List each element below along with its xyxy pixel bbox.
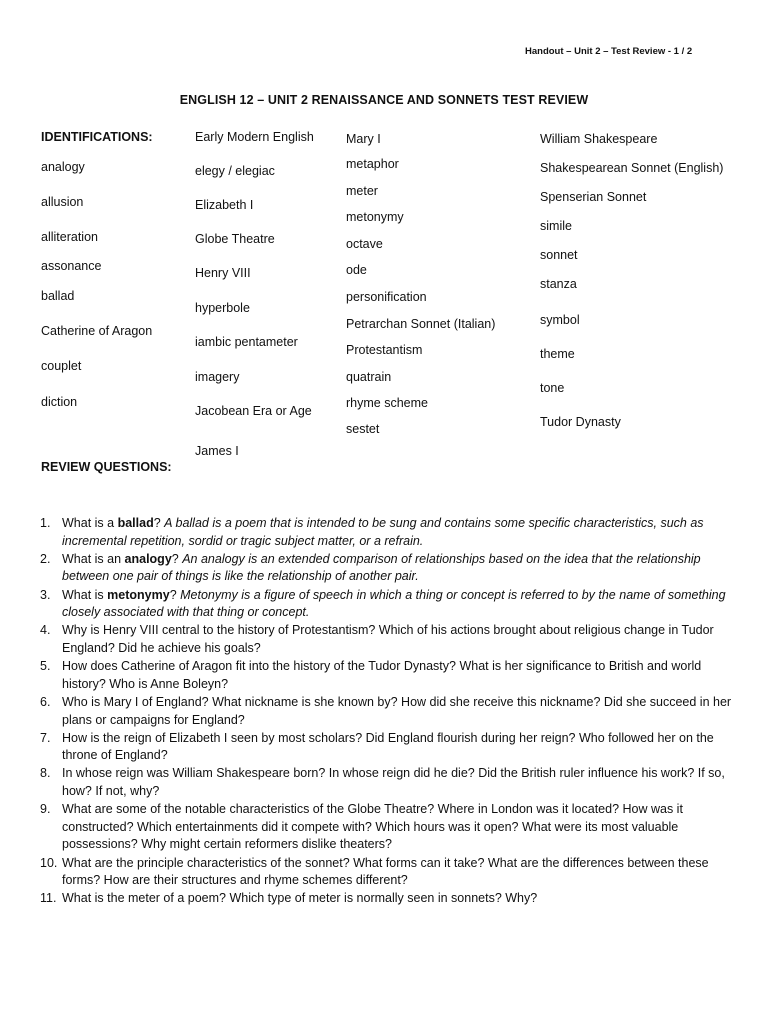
term: Jacobean Era or Age [195,404,312,418]
question-number: 3. [40,587,51,602]
question-answer: An analogy is an extended comparison of relationships based on the idea that the relationship between one pair of things is like the relationship of another pair. [62,551,701,584]
term: William Shakespeare [540,132,658,146]
question-text: In whose reign was William Shakespeare born? In whose reign did he die? Did the British ruler influence his work? If so, how? If not, why? [62,766,725,799]
term: quatrain [346,370,392,384]
question-text: How does Catherine of Aragon fit into the history of the Tudor Dynasty? What is her significance to British and world history? Who is Anne Boleyn? [62,659,702,691]
question-text: What is a [62,516,118,530]
term: rhyme scheme [346,396,428,410]
term: Catherine of Aragon [41,324,153,338]
question-term: analogy [124,551,172,566]
term: ode [346,263,367,277]
review-question [40,730,740,765]
question-answer: Metonymy is a figure of speech in which a thing or concept is referred to by the name of something closely associated with that thing or concept. [62,587,726,620]
question-number: 8. [40,766,51,781]
question-text: ? [153,516,165,530]
review-question [40,658,740,693]
term: symbol [540,313,580,327]
term: stanza [540,277,577,291]
term: Shakespearean Sonnet (English) [540,161,724,175]
review-question [40,765,740,800]
question-number: 2. [40,551,51,566]
question-text: Why is Henry VIII central to the history of Protestantism? Which of his actions brought about religious change in Tudor England? Did he achieve his goals? [62,623,714,655]
term: Globe Theatre [195,232,275,246]
term: tone [540,381,565,395]
page-header: Handout – Unit 2 – Test Review - 1 / 2 [525,46,693,57]
review-question [40,622,740,657]
term: sonnet [540,248,578,262]
term: Elizabeth I [195,198,254,212]
question-answer: A ballad is a poem that is intended to be sung and contains some specific characteristics, such as incremental repetition, sordid or tragic subject matter, or a refrain. [62,516,704,548]
term: personification [346,290,427,304]
term: analogy [41,160,85,174]
term: allusion [41,195,84,209]
term: Spenserian Sonnet [540,190,647,204]
term: Tudor Dynasty [540,415,621,429]
term: metonymy [346,210,404,224]
term: Petrarchan Sonnet (Italian) [346,317,496,331]
question-number: 9. [40,802,51,817]
term: ballad [41,289,75,303]
term: metaphor [346,157,399,171]
question-number: 10. [40,855,58,870]
question-term: ballad [117,516,154,530]
question-text: What is an [62,551,125,566]
question-number: 1. [40,516,51,530]
page-title: ENGLISH 12 – UNIT 2 RENAISSANCE AND SONNETS TEST REVIEW [179,93,589,107]
review-question [40,801,740,854]
term: assonance [41,259,102,273]
question-text: Who is Mary I of England? What nickname is she known by? How did she receive this nickname? Did she succeed in her plans or campaigns for England? [62,694,732,727]
term: simile [540,219,572,233]
term: Mary I [346,132,381,146]
question-number: 11. [40,891,57,906]
question-text: What are the principle characteristics of the sonnet? What forms can it take? What are the differences between these forms? How are their structures and rhyme schemes different? [62,855,709,888]
review-question [40,890,740,908]
review-question [40,551,740,586]
review-question [40,587,740,622]
question-number: 7. [40,730,51,745]
question-text: ? [169,587,181,602]
term: iambic pentameter [195,335,298,349]
term: meter [346,184,378,198]
term: Early Modern English [195,130,314,144]
term: Protestantism [346,343,423,357]
question-text: What are some of the notable characteristics of the Globe Theatre? Where in London was it located? How was it constructed? Which entertainments did it compete with? Which hours was it open? What were its most valuable possessions? Why might certain reformers dislike theaters? [62,802,683,852]
identifications-heading: IDENTIFICATIONS: [41,130,153,144]
review-question [40,855,740,890]
term: diction [41,395,78,409]
term: octave [346,237,383,251]
question-term: metonymy [107,587,170,602]
question-number: 5. [40,659,51,674]
term: couplet [41,359,82,373]
term: James I [195,444,239,458]
term: imagery [195,370,240,384]
question-number: 6. [40,694,51,709]
term: Henry VIII [195,266,251,280]
review-question [40,694,740,729]
term: hyperbole [195,301,250,315]
review-questions-list [40,515,740,909]
question-text: What is the meter of a poem? Which type of meter is normally seen in sonnets? Why? [62,891,538,906]
question-text: How is the reign of Elizabeth I seen by most scholars? Did England flourish during her reign? Who followed her on the throne of England? [62,730,714,763]
term: alliteration [41,230,98,244]
question-number: 4. [40,623,51,638]
review-question [40,515,740,550]
review-questions-heading: REVIEW QUESTIONS: [41,460,172,474]
question-text: ? [171,551,183,566]
term: elegy / elegiac [195,164,275,178]
term: theme [540,347,575,361]
question-text: What is [62,587,108,602]
term: sestet [346,422,380,436]
